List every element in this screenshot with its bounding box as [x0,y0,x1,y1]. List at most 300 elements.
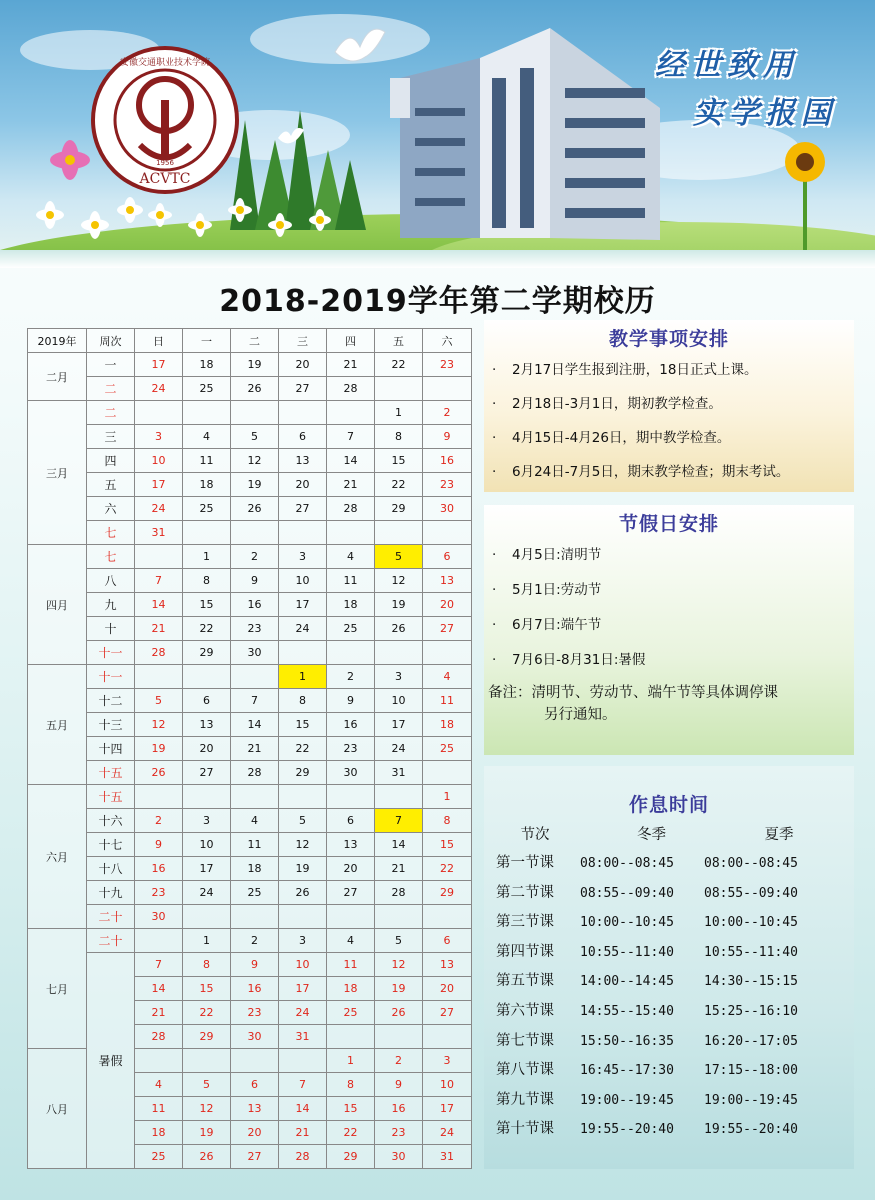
day-cell [423,641,472,665]
teaching-item [484,395,854,413]
day-cell: 4 [135,1073,183,1097]
day-cell: 2 [375,1049,423,1073]
day-cell: 21 [135,1001,183,1025]
schedule-summer-cell: 19:00--19:45 [704,1092,798,1108]
teaching-heading: 教学事项安排 [608,328,729,350]
calendar-week-row [28,689,472,713]
day-cell [231,521,279,545]
day-cell: 7 [327,425,375,449]
day-cell: 21 [135,617,183,641]
day-cell: 12 [375,569,423,593]
calendar-week-row [28,545,472,569]
day-cell: 2 [135,809,183,833]
header-thu: 四 [327,329,375,353]
schedule-winter-cell: 08:55--09:40 [580,885,674,901]
day-cell [375,905,423,929]
calendar-week-row [28,881,472,905]
day-cell: 24 [279,617,327,641]
day-cell [375,785,423,809]
day-cell [183,905,231,929]
day-cell: 9 [327,689,375,713]
calendar-week-row [28,713,472,737]
day-cell: 22 [375,473,423,497]
day-cell: 13 [423,953,472,977]
week-number-cell: 十五 [87,761,135,785]
schedule-heading: 作息时间 [628,794,709,816]
week-number-cell: 三 [87,425,135,449]
day-cell [183,665,231,689]
bullet-icon: · [492,582,497,598]
day-cell: 11 [327,953,375,977]
day-cell: 17 [279,593,327,617]
week-number-cell: 十七 [87,833,135,857]
day-cell [327,905,375,929]
calendar-week-row [28,857,472,881]
schedule-period-cell: 第八节课 [496,1062,554,1079]
daisy-flowers-illustration [140,185,340,250]
schedule-period-cell: 第九节课 [496,1091,554,1108]
calendar-week-row [28,833,472,857]
day-cell: 6 [231,1073,279,1097]
day-cell: 21 [231,737,279,761]
day-cell: 21 [279,1121,327,1145]
day-cell: 13 [279,449,327,473]
day-cell: 28 [231,761,279,785]
day-cell [183,401,231,425]
schedule-summer-cell: 15:25--16:10 [704,1003,798,1019]
day-cell: 14 [375,833,423,857]
teaching-item-text: 6月24日-7月5日，期末教学检查；期末考试。 [512,464,790,480]
day-cell: 6 [183,689,231,713]
day-cell: 20 [231,1121,279,1145]
day-cell: 2 [231,545,279,569]
day-cell: 12 [135,713,183,737]
day-cell: 1 [327,1049,375,1073]
teaching-item-text: 2月17日学生报到注册，18日正式上课。 [512,362,758,378]
day-cell [135,929,183,953]
day-cell: 8 [183,569,231,593]
day-cell: 4 [231,809,279,833]
holiday-item-text: 7月6日-8月31日:暑假 [512,652,646,668]
motto-line-2: 实学报国 [693,96,837,131]
schedule-summer-cell: 16:20--17:05 [704,1033,798,1049]
day-cell: 18 [183,473,231,497]
schedule-panel [484,766,854,1169]
day-cell: 4 [327,545,375,569]
day-cell: 28 [135,1025,183,1049]
schedule-period-cell: 第二节课 [496,884,554,901]
day-cell: 12 [231,449,279,473]
day-cell [279,1049,327,1073]
day-cell: 16 [231,977,279,1001]
day-cell [135,785,183,809]
day-cell: 18 [135,1121,183,1145]
week-number-cell: 八 [87,569,135,593]
calendar-body [28,353,472,1169]
teaching-item [484,463,854,481]
schedule-summer-cell: 08:00--08:45 [704,856,798,871]
day-cell: 13 [423,569,472,593]
day-cell: 7 [375,809,423,833]
calendar-week-row [28,497,472,521]
day-cell [135,401,183,425]
day-cell: 6 [279,425,327,449]
day-cell: 16 [135,857,183,881]
day-cell: 3 [279,545,327,569]
header-wed: 三 [279,329,327,353]
day-cell: 5 [279,809,327,833]
day-cell: 3 [279,929,327,953]
day-cell: 23 [423,353,472,377]
week-number-cell: 十三 [87,713,135,737]
day-cell [375,641,423,665]
day-cell: 11 [183,449,231,473]
day-cell: 23 [231,617,279,641]
day-cell: 23 [231,1001,279,1025]
calendar-week-row [28,905,472,929]
day-cell: 23 [423,473,472,497]
holiday-item-text: 6月7日:端午节 [512,617,602,633]
day-cell: 30 [231,641,279,665]
day-cell: 1 [423,785,472,809]
day-cell: 22 [279,737,327,761]
schedule-winter-cell: 14:55--15:40 [580,1003,674,1019]
holiday-item [484,581,854,599]
month-cell: 七月 [28,929,87,1049]
day-cell: 26 [231,377,279,401]
day-cell: 3 [375,665,423,689]
day-cell: 27 [183,761,231,785]
day-cell: 28 [375,881,423,905]
teaching-panel [484,320,854,492]
day-cell: 10 [183,833,231,857]
day-cell: 18 [327,593,375,617]
day-cell: 13 [183,713,231,737]
day-cell: 10 [135,449,183,473]
day-cell [231,665,279,689]
day-cell: 8 [375,425,423,449]
schedule-row [484,1027,854,1057]
day-cell: 20 [423,977,472,1001]
header-sun: 日 [135,329,183,353]
day-cell: 27 [423,1001,472,1025]
bullet-icon: · [492,362,497,378]
day-cell: 7 [135,569,183,593]
calendar-week-row [28,425,472,449]
schedule-winter-cell: 08:00--08:45 [580,856,674,871]
holiday-list [484,546,854,669]
banner-ground [0,250,875,268]
day-cell: 28 [327,377,375,401]
schedule-period-cell: 第一节课 [496,855,554,871]
schedule-col-winter: 冬季 [637,827,666,843]
day-cell: 22 [183,1001,231,1025]
day-cell: 24 [279,1001,327,1025]
header-fri: 五 [375,329,423,353]
schedule-period-cell: 第十节课 [496,1121,554,1138]
day-cell: 25 [327,617,375,641]
month-cell: 二月 [28,353,87,401]
day-cell: 26 [375,1001,423,1025]
day-cell: 7 [231,689,279,713]
month-cell: 五月 [28,665,87,785]
day-cell [231,905,279,929]
day-cell: 22 [327,1121,375,1145]
month-cell: 三月 [28,401,87,545]
day-cell: 19 [231,473,279,497]
day-cell: 8 [327,1073,375,1097]
calendar-week-row [28,617,472,641]
bullet-icon: · [492,464,497,480]
day-cell: 8 [423,809,472,833]
schedule-row [484,938,854,968]
day-cell: 16 [423,449,472,473]
day-cell: 24 [375,737,423,761]
day-cell [183,785,231,809]
day-cell: 5 [183,1073,231,1097]
day-cell: 17 [375,713,423,737]
header-tue: 二 [231,329,279,353]
day-cell: 24 [135,497,183,521]
schedule-row [484,997,854,1027]
holiday-item [484,546,854,564]
day-cell: 26 [279,881,327,905]
day-cell: 18 [327,977,375,1001]
day-cell: 16 [231,593,279,617]
holiday-item [484,616,854,634]
schedule-row [484,1056,854,1086]
svg-text:1956: 1956 [156,159,174,167]
week-number-cell: 十六 [87,809,135,833]
day-cell: 14 [279,1097,327,1121]
day-cell: 9 [231,569,279,593]
day-cell: 6 [327,809,375,833]
day-cell [327,401,375,425]
day-cell: 27 [279,497,327,521]
header-mon: 一 [183,329,231,353]
day-cell [135,665,183,689]
calendar-week-row [28,737,472,761]
calendar-week-row [28,953,472,977]
svg-text:ACVTC: ACVTC [139,171,191,187]
day-cell: 18 [423,713,472,737]
day-cell: 28 [135,641,183,665]
sunflower-icon [775,140,835,250]
day-cell: 5 [231,425,279,449]
day-cell [423,377,472,401]
dove-icon [330,22,390,72]
day-cell: 6 [423,545,472,569]
schedule-col-summer: 夏季 [764,827,794,843]
calendar-header-row [28,329,472,353]
day-cell: 10 [375,689,423,713]
week-number-cell: 五 [87,473,135,497]
day-cell: 24 [183,881,231,905]
bullet-icon: · [492,430,497,446]
day-cell: 19 [135,737,183,761]
schedule-period-cell: 第六节课 [496,1002,554,1019]
week-number-cell: 二 [87,401,135,425]
day-cell [327,641,375,665]
day-cell: 7 [279,1073,327,1097]
day-cell: 11 [135,1097,183,1121]
summer-vacation-cell: 暑假 [87,953,135,1169]
day-cell: 30 [135,905,183,929]
day-cell: 8 [183,953,231,977]
day-cell [375,521,423,545]
day-cell: 23 [375,1121,423,1145]
schedule-winter-cell: 14:00--14:45 [580,974,674,990]
day-cell: 14 [135,593,183,617]
day-cell: 9 [231,953,279,977]
day-cell: 5 [375,545,423,569]
day-cell: 26 [135,761,183,785]
week-number-cell: 十五 [87,785,135,809]
day-cell: 26 [183,1145,231,1169]
day-cell: 14 [231,713,279,737]
day-cell: 26 [375,617,423,641]
day-cell: 2 [327,665,375,689]
day-cell: 29 [183,641,231,665]
week-number-cell: 十八 [87,857,135,881]
day-cell: 20 [279,353,327,377]
motto-line-1: 经世致用 [655,48,799,83]
day-cell: 1 [183,929,231,953]
day-cell: 11 [231,833,279,857]
day-cell: 29 [279,761,327,785]
day-cell: 23 [327,737,375,761]
week-number-cell: 九 [87,593,135,617]
holiday-item [484,651,854,669]
day-cell: 6 [423,929,472,953]
day-cell: 14 [135,977,183,1001]
day-cell: 3 [183,809,231,833]
schedule-header-row [484,821,854,849]
schedule-winter-cell: 19:00--19:45 [580,1092,674,1108]
schedule-winter-cell: 10:00--10:45 [580,915,674,931]
schedule-winter-cell: 15:50--16:35 [580,1033,674,1049]
day-cell: 3 [423,1049,472,1073]
day-cell: 10 [279,953,327,977]
day-cell [375,1025,423,1049]
day-cell [279,401,327,425]
day-cell: 22 [423,857,472,881]
day-cell: 31 [423,1145,472,1169]
week-number-cell: 十四 [87,737,135,761]
bullet-icon: · [492,617,497,633]
day-cell: 5 [135,689,183,713]
day-cell [327,785,375,809]
schedule-period-cell: 第五节课 [496,973,554,990]
day-cell: 12 [183,1097,231,1121]
header-sat: 六 [423,329,472,353]
calendar-week-row [28,353,472,377]
day-cell: 16 [327,713,375,737]
month-cell: 八月 [28,1049,87,1169]
calendar-week-row [28,473,472,497]
day-cell: 9 [423,425,472,449]
calendar-week-row [28,449,472,473]
day-cell: 4 [423,665,472,689]
bullet-icon: · [492,652,497,668]
day-cell [327,1025,375,1049]
bullet-icon: · [492,547,497,563]
day-cell: 3 [135,425,183,449]
day-cell [423,521,472,545]
calendar-week-row [28,665,472,689]
day-cell: 19 [183,1121,231,1145]
day-cell: 21 [327,353,375,377]
week-number-cell: 一 [87,353,135,377]
week-number-cell: 四 [87,449,135,473]
day-cell [135,545,183,569]
day-cell: 9 [135,833,183,857]
day-cell: 29 [183,1025,231,1049]
schedule-summer-cell: 10:55--11:40 [704,944,798,960]
schedule-winter-cell: 16:45--17:30 [580,1063,674,1079]
day-cell [231,785,279,809]
day-cell: 25 [183,497,231,521]
holiday-heading: 节假日安排 [618,513,719,535]
day-cell: 22 [183,617,231,641]
day-cell: 9 [375,1073,423,1097]
day-cell: 2 [231,929,279,953]
day-cell: 25 [423,737,472,761]
header-banner [0,0,875,268]
day-cell [375,377,423,401]
day-cell: 19 [375,593,423,617]
day-cell: 11 [327,569,375,593]
week-number-cell: 十一 [87,641,135,665]
schedule-winter-cell: 10:55--11:40 [580,944,674,960]
day-cell: 18 [231,857,279,881]
day-cell [183,1049,231,1073]
day-cell: 30 [375,1145,423,1169]
day-cell: 24 [423,1121,472,1145]
cosmos-flowers-illustration [20,140,160,250]
day-cell: 7 [135,953,183,977]
schedule-summer-cell: 17:15--18:00 [704,1063,798,1079]
schedule-summer-cell: 10:00--10:45 [704,915,798,931]
svg-text:安徽交通职业技术学院: 安徽交通职业技术学院 [119,58,211,68]
day-cell: 17 [135,473,183,497]
day-cell: 15 [183,977,231,1001]
schedule-row [484,1086,854,1116]
day-cell: 28 [327,497,375,521]
teaching-item-text: 2月18日-3月1日，期初教学检查。 [512,396,722,412]
day-cell [279,641,327,665]
month-cell: 六月 [28,785,87,929]
schedule-rows [484,849,854,1145]
day-cell: 29 [423,881,472,905]
day-cell: 30 [423,497,472,521]
schedule-period-cell: 第三节课 [496,914,554,931]
day-cell: 20 [423,593,472,617]
schedule-row [484,1115,854,1145]
day-cell: 11 [423,689,472,713]
day-cell: 22 [375,353,423,377]
day-cell: 1 [375,401,423,425]
calendar-week-row [28,593,472,617]
day-cell: 23 [135,881,183,905]
day-cell: 13 [327,833,375,857]
day-cell: 19 [231,353,279,377]
day-cell: 25 [183,377,231,401]
week-number-cell: 十一 [87,665,135,689]
day-cell: 17 [135,353,183,377]
schedule-row [484,849,854,879]
day-cell: 19 [375,977,423,1001]
